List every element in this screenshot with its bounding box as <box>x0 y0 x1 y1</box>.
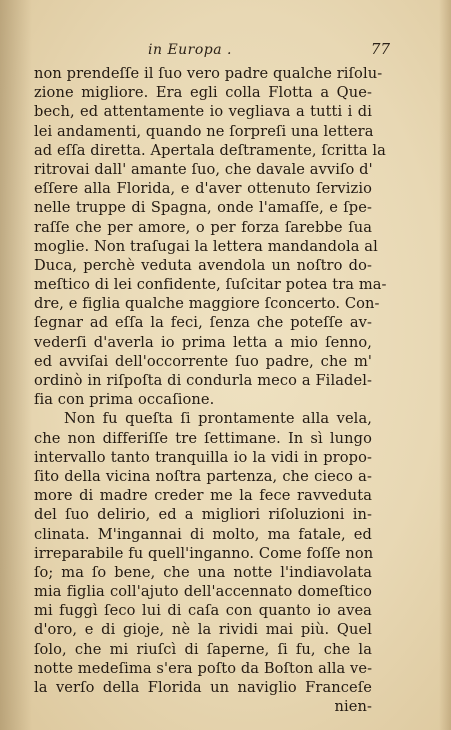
text-line: zione migliore. Era egli colla Flotta a Que- <box>34 84 372 102</box>
text-line: ed avviſai dell'occorrente ſuo padre, che m' <box>34 352 372 370</box>
text-line: lei andamenti, quando ne ſorpreſi una lettera <box>34 122 374 140</box>
page-header <box>30 42 390 64</box>
text-line: clinata. M'ingannai di molto, ma fatale, ed <box>34 525 372 543</box>
text-line: ſegnar ad eſſa la feci, ſenza che poteſſe av- <box>34 314 372 332</box>
text-line: d'oro, e di gioje, nè la rividi mai più. Quel <box>34 621 372 639</box>
text-line: bech, ed attentamente io vegliava a tutti i di <box>34 103 372 121</box>
text-line: more di madre creder me la fece ravveduta <box>34 487 372 505</box>
text-line: che non differiſſe tre ſettimane. In sì lungo <box>34 429 372 447</box>
text-line: dre, e figlia qualche maggiore ſconcerto. Con- <box>34 295 380 313</box>
catchword: nien- <box>334 698 372 716</box>
text-line: vederſi d'averla io prima letta a mio ſenno, <box>34 333 372 351</box>
body-text <box>34 64 387 716</box>
text-line: ſo; ma ſo bene, che una notte l'indiavolata <box>34 563 372 581</box>
text-line: ſito della vicina noſtra partenza, che cieco a- <box>34 467 372 485</box>
text-line: nelle truppe di Spagna, onde l'amaſſe, e ſpe- <box>34 199 372 217</box>
text-line: ad eſſa diretta. Apertala deſtramente, ſcritta la <box>34 141 386 159</box>
gutter-shadow <box>0 0 32 730</box>
text-line: non prendeſſe il ſuo vero padre qualche riſolu- <box>34 65 383 82</box>
text-line: meſtico di lei confidente, ſuſcitar potea tra ma- <box>34 276 387 294</box>
text-line: notte medeſima s'era poſto da Boſton alla ve- <box>34 659 373 677</box>
text-line: ſolo, che mi riuſcì di ſaperne, ſi fu, che la <box>34 640 372 658</box>
text-line: moglie. Non traſugai la lettera mandandola al <box>34 237 378 255</box>
text-line: fia con prima occaſione. <box>34 391 215 409</box>
text-line: mia figlia coll'ajuto dell'accennato domeſtico <box>34 583 372 601</box>
text-line: eſſere alla Florida, e d'aver ottenuto ſervizio <box>34 180 372 198</box>
running-head: in Europa . <box>148 42 233 58</box>
text-line: irreparabile fu quell'inganno. Come foſſe non <box>34 544 374 562</box>
text-line: Duca, perchè veduta avendola un noſtro do- <box>34 256 372 274</box>
text-line: del ſuo delirio, ed a migliori riſoluzioni in- <box>34 506 372 524</box>
page-edge <box>439 0 451 730</box>
text-line: ordinò in riſpoſta di condurla meco a Filadel- <box>34 372 372 389</box>
text-line: la verſo della Florida un naviglio Franceſe <box>34 679 372 696</box>
text-line: mi fuggì ſeco lui di caſa con quanto io avea <box>34 602 372 620</box>
page-number: 77 <box>370 40 390 58</box>
text-line: raſſe che per amore, o per forza ſarebbe ſua <box>34 218 372 236</box>
paragraph-first-line: Non fu queſta ſi prontamente alla vela, <box>64 410 372 428</box>
text-line: intervallo tanto tranquilla io la vidi in propo- <box>34 448 372 466</box>
text-line: ritrovai dall' amante ſuo, che davale avviſo d' <box>34 160 373 178</box>
